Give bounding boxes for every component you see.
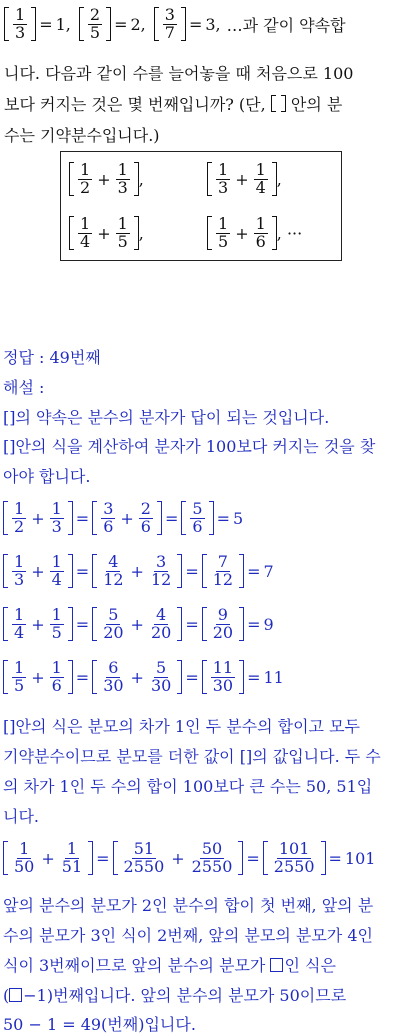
explanation-p4-line5: 50 − 1 = 49(번째)입니다. — [3, 1015, 196, 1034]
sequence-item-2: 1 3 + $\frac{1}{4}$ , — [207, 156, 282, 202]
explanation-p2-line2: 아야 합니다. — [3, 467, 91, 486]
intro-tail-text: …과 같이 약속합 — [226, 15, 346, 35]
equation-3: 1 4 + $\frac{1}{5}$ = 5 20 + $\frac{4}{20}$ = 9 20 = 9 — [3, 598, 274, 650]
sequence-item-4: 1 5 + $\frac{1}{6}$ , ··· — [207, 210, 302, 256]
intro-bracket-3: 3 7 — [154, 7, 186, 42]
empty-bracket-left — [271, 95, 276, 112]
explanation-p1: []의 약속은 분수의 분자가 답이 되는 것입니다. — [3, 408, 330, 427]
explanation-p4-line1: 앞의 분수의 분모가 2인 분수의 합이 첫 번째, 앞의 분 — [3, 896, 374, 915]
intro-bracket-1: 1 3 — [4, 7, 36, 42]
sequence-item-3: 1 4 + $\frac{1}{5}$ , — [69, 210, 144, 256]
question-line-3: 보다 커지는 것은 몇 번째입니까? (단, 안의 분 — [4, 95, 343, 114]
sequence-box — [60, 151, 342, 261]
sequence-item-1: 1 2 + $\frac{1}{3}$ , — [69, 156, 144, 202]
explanation-p4-line3: 식이 3번째이므로 앞의 분수의 분모가 인 식은 — [3, 956, 336, 975]
question-line-4: 수는 기약분수입니다.) — [4, 126, 160, 145]
equation-4: 1 5 + $\frac{1}{6}$ = 6 30 + $\frac{5}{30}$ = 11 30 = 11 — [3, 651, 284, 703]
explanation-p3-line1: []안의 식은 분모의 차가 1인 두 분수의 합이고 모두 — [3, 717, 361, 736]
explanation-p4-line2: 수의 분모가 3인 식이 2번째, 앞의 분모의 분모가 4인 — [3, 926, 373, 945]
question-intro-line: 1 3 = 1 , 2 5 = 2 , 3 7 = 3 , …과 같이 약속합 — [4, 4, 346, 44]
answer-line: 정답 : 49번째 — [3, 348, 101, 367]
question-line-2: 니다. 다음과 같이 수를 늘어놓을 때 처음으로 100 — [4, 64, 354, 83]
explanation-label: 해설 : — [3, 378, 45, 397]
intro-bracket-2: 2 5 — [79, 7, 111, 42]
blank-square-icon — [9, 988, 22, 1002]
explanation-p3-line4: 니다. — [3, 807, 39, 826]
explanation-p2-line1: []안의 식을 계산하여 분자가 100보다 커지는 것을 찾 — [3, 437, 376, 456]
equation-final: 1 50 + $\frac{1}{51}$ = 51 2550 + $\frac{50}{2550}$ = 101 2550 = 101 — [3, 832, 375, 884]
equation-1: 1 2 + $\frac{1}{3}$ = 3 6 + $\frac{2}{6}$ = 5 6 = 5 — [3, 492, 243, 544]
explanation-p4-line4: ( −1)번째입니다. 앞의 분수의 분모가 50이므로 — [3, 986, 347, 1005]
explanation-p3-line3: 의 차가 1인 두 수의 합이 100보다 큰 수는 50, 51입 — [3, 777, 373, 796]
explanation-p3-line2: 기약분수이므로 분모를 더한 값이 []의 값입니다. 두 수 — [3, 747, 381, 766]
blank-square-icon — [270, 958, 283, 972]
equation-2: 1 3 + $\frac{1}{4}$ = 4 12 + $\frac{3}{12}$ = 7 12 = 7 — [3, 545, 274, 597]
